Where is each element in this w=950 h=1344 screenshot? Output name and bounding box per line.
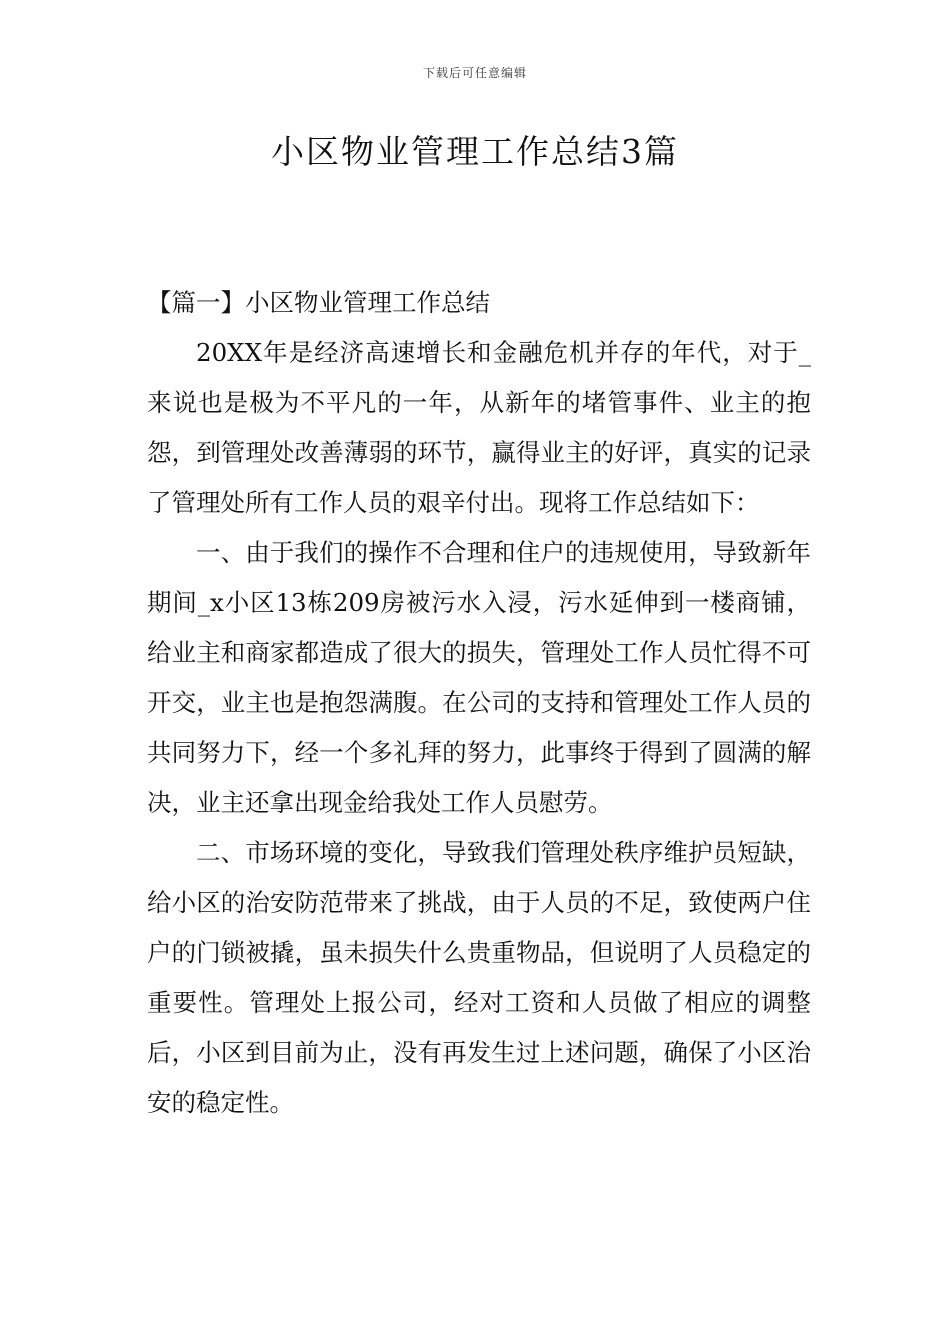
paragraph-item-one: 一、由于我们的操作不合理和住户的违规使用，导致新年期间_x小区13栋209房被污水入浸，污水延伸到一楼商铺，给业主和商家都造成了很大的损失，管理处工作人员忙得不可开交，业主也是抱怨满腹。在公司的支持和管理处工作人员的共同努力下，经一个多礼拜的努力，此事终于得到了圆满的解决，业主还拿出现金给我处工作人员慰劳。: [147, 538, 811, 817]
paragraph-intro: 20XX年是经济高速增长和金融危机并存的年代，对于_来说也是极为不平凡的一年，从新年的堵管事件、业主的抱怨，到管理处改善薄弱的环节，赢得业主的好评，真实的记录了管理处所有工作人员的艰辛付出。现将工作总结如下：: [147, 338, 811, 517]
document-title: 小区物业管理工作总结3篇: [271, 132, 679, 171]
header-note: 下载后可任意编辑: [422, 66, 527, 80]
paragraph-item-two: 二、市场环境的变化，导致我们管理处秩序维护员短缺，给小区的治安防范带来了挑战，由于人员的不足，致使两户住户的门锁被撬，虽未损失什么贵重物品，但说明了人员稳定的重要性。管理处上报公司，经对工资和人员做了相应的调整后，小区到目前为止，没有再发生过上述问题，确保了小区治安的稳定性。: [147, 838, 811, 1117]
section-heading: 【篇一】小区物业管理工作总结: [147, 288, 490, 317]
document-body: [147, 278, 811, 1128]
